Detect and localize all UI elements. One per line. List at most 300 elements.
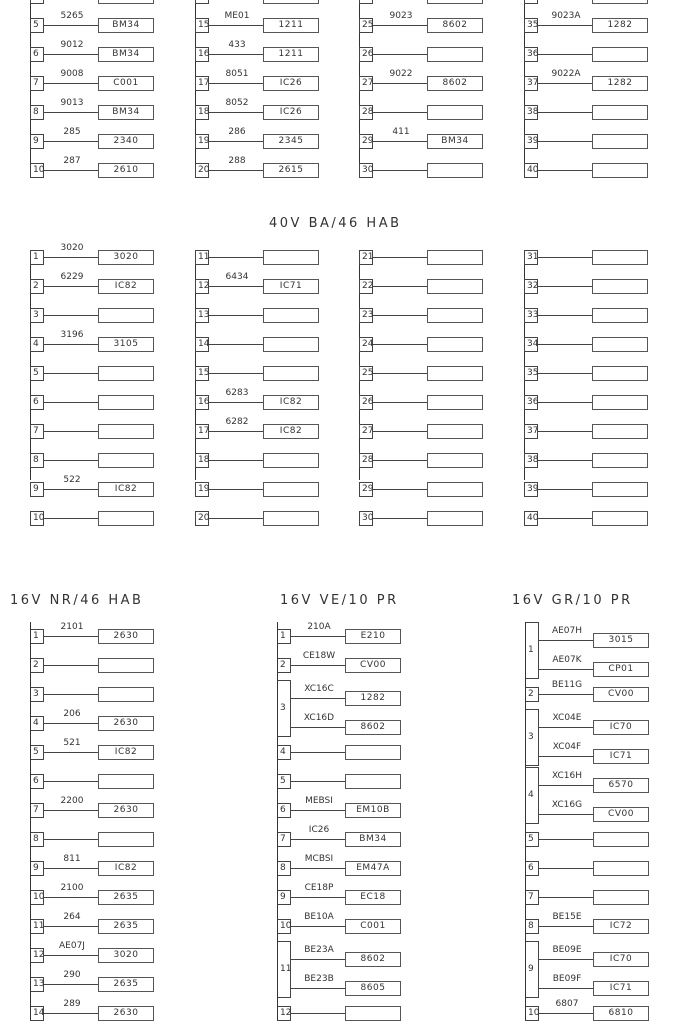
wire-line bbox=[373, 257, 427, 258]
pin-number: 8 bbox=[277, 861, 291, 876]
pin-number: 33 bbox=[524, 308, 538, 323]
wire-line bbox=[539, 988, 593, 989]
target-box[interactable]: C001 bbox=[345, 919, 401, 934]
pin-number: 4 bbox=[30, 337, 44, 352]
target-box[interactable]: 2630 bbox=[98, 716, 154, 731]
target-box[interactable] bbox=[98, 453, 154, 468]
pin-number: 2 bbox=[30, 658, 44, 673]
target-box[interactable] bbox=[427, 482, 483, 497]
target-box[interactable] bbox=[98, 687, 154, 702]
wire-label: XC16D bbox=[303, 713, 335, 723]
target-box[interactable]: 3105 bbox=[98, 337, 154, 352]
wire-label: IC26 bbox=[308, 825, 330, 835]
pin-number: 1 bbox=[30, 250, 44, 265]
wire-label: 3020 bbox=[60, 243, 84, 253]
target-box[interactable] bbox=[592, 395, 648, 410]
pin-number: 20 bbox=[195, 511, 209, 526]
pin-number: 5 bbox=[525, 832, 539, 847]
wire-label: 288 bbox=[228, 156, 246, 166]
wire-label: CE18W bbox=[302, 651, 336, 661]
wire-line bbox=[44, 897, 98, 898]
target-box[interactable] bbox=[427, 47, 483, 62]
wire-label: AE07J bbox=[59, 941, 85, 951]
wire-line bbox=[373, 431, 427, 432]
target-box[interactable] bbox=[592, 163, 648, 178]
pin-number: 39 bbox=[524, 482, 538, 497]
target-box[interactable]: 2340 bbox=[98, 134, 154, 149]
pin-number: 18 bbox=[195, 453, 209, 468]
pin-number bbox=[195, 0, 209, 4]
target-box[interactable] bbox=[427, 337, 483, 352]
section-title: 16V NR/46 HAB bbox=[10, 593, 144, 608]
pin-number: 14 bbox=[30, 1006, 44, 1021]
target-box[interactable] bbox=[263, 337, 319, 352]
wire-line bbox=[44, 170, 98, 171]
pin-number: 8 bbox=[30, 453, 44, 468]
pin-number: 16 bbox=[195, 47, 209, 62]
wire-line bbox=[44, 257, 98, 258]
wire-line bbox=[538, 344, 592, 345]
target-box[interactable] bbox=[592, 134, 648, 149]
pin-number: 31 bbox=[524, 250, 538, 265]
target-box[interactable]: BM34 bbox=[427, 134, 483, 149]
wire-line bbox=[373, 373, 427, 374]
wire-label: 522 bbox=[63, 475, 81, 485]
target-box[interactable] bbox=[592, 279, 648, 294]
wire-line bbox=[44, 286, 98, 287]
target-box[interactable]: 1211 bbox=[263, 47, 319, 62]
pin-number: 27 bbox=[359, 424, 373, 439]
target-box[interactable] bbox=[427, 163, 483, 178]
target-box[interactable] bbox=[427, 105, 483, 120]
target-box[interactable]: IC82 bbox=[98, 482, 154, 497]
pin-number: 3 bbox=[277, 680, 291, 737]
pin-number: 5 bbox=[30, 745, 44, 760]
wire-line bbox=[44, 694, 98, 695]
target-box[interactable] bbox=[263, 511, 319, 526]
terminal-rail bbox=[277, 622, 278, 1020]
pin-number: 25 bbox=[359, 366, 373, 381]
target-box[interactable]: 2635 bbox=[98, 890, 154, 905]
pin-number: 9 bbox=[30, 861, 44, 876]
target-box[interactable] bbox=[592, 308, 648, 323]
target-box[interactable]: EC18 bbox=[345, 890, 401, 905]
section-title: 16V GR/10 PR bbox=[512, 593, 633, 608]
wire-line bbox=[538, 315, 592, 316]
pin-number: 24 bbox=[359, 337, 373, 352]
pin-number: 17 bbox=[195, 424, 209, 439]
target-box[interactable] bbox=[345, 1006, 401, 1021]
wire-line bbox=[538, 489, 592, 490]
pin-number: 8 bbox=[30, 105, 44, 120]
pin-number: 27 bbox=[359, 76, 373, 91]
pin-number: 20 bbox=[195, 163, 209, 178]
terminal-rail bbox=[30, 622, 31, 1020]
target-box[interactable]: BM34 bbox=[98, 18, 154, 33]
pin-number: 15 bbox=[195, 18, 209, 33]
pin-number: 9 bbox=[525, 941, 539, 998]
wire-line bbox=[209, 83, 263, 84]
wire-line bbox=[373, 402, 427, 403]
section-title: 16V VE/10 PR bbox=[280, 593, 399, 608]
pin-number: 28 bbox=[359, 105, 373, 120]
target-box[interactable]: 2615 bbox=[263, 163, 319, 178]
target-box[interactable] bbox=[263, 250, 319, 265]
target-box[interactable]: 1282 bbox=[345, 691, 401, 706]
wire-line bbox=[209, 489, 263, 490]
wire-line bbox=[291, 810, 345, 811]
target-box[interactable] bbox=[592, 424, 648, 439]
pin-number: 10 bbox=[277, 919, 291, 934]
wire-line bbox=[44, 665, 98, 666]
target-box[interactable] bbox=[592, 337, 648, 352]
target-box[interactable]: CV00 bbox=[345, 658, 401, 673]
pin-number: 1 bbox=[277, 629, 291, 644]
pin-number: 6 bbox=[30, 774, 44, 789]
wire-label: 9013 bbox=[60, 98, 84, 108]
target-box[interactable]: 8602 bbox=[427, 76, 483, 91]
wire-line bbox=[44, 781, 98, 782]
target-box[interactable]: 8602 bbox=[427, 18, 483, 33]
target-box[interactable] bbox=[263, 453, 319, 468]
target-box[interactable] bbox=[427, 279, 483, 294]
target-box[interactable]: 2630 bbox=[98, 803, 154, 818]
pin-number: 13 bbox=[195, 308, 209, 323]
target-box[interactable] bbox=[98, 308, 154, 323]
wire-label: XC16G bbox=[551, 800, 583, 810]
wire-label: MEBSI bbox=[305, 796, 333, 806]
wire-line bbox=[539, 1013, 593, 1014]
wire-line bbox=[538, 112, 592, 113]
target-box[interactable]: 2635 bbox=[98, 977, 154, 992]
target-box[interactable] bbox=[427, 308, 483, 323]
target-box[interactable] bbox=[592, 366, 648, 381]
wire-label: AE07K bbox=[552, 655, 582, 665]
target-box[interactable]: 8602 bbox=[345, 720, 401, 735]
wire-line bbox=[209, 460, 263, 461]
target-box[interactable]: 8602 bbox=[345, 952, 401, 967]
target-box[interactable] bbox=[98, 395, 154, 410]
wire-label: 9008 bbox=[60, 69, 84, 79]
wire-label: 2101 bbox=[60, 622, 84, 632]
target-box[interactable]: IC82 bbox=[98, 279, 154, 294]
wire-label: 210A bbox=[307, 622, 331, 632]
target-box[interactable] bbox=[592, 105, 648, 120]
wire-line bbox=[538, 25, 592, 26]
target-box[interactable] bbox=[263, 482, 319, 497]
pin-number: 11 bbox=[195, 250, 209, 265]
wire-line bbox=[373, 315, 427, 316]
wire-line bbox=[539, 640, 593, 641]
wire-line bbox=[44, 955, 98, 956]
pin-number: 38 bbox=[524, 105, 538, 120]
wire-label: 9022A bbox=[551, 69, 581, 79]
wire-line bbox=[44, 636, 98, 637]
target-box[interactable] bbox=[98, 832, 154, 847]
wire-line bbox=[373, 460, 427, 461]
wire-line bbox=[373, 518, 427, 519]
pin-number: 8 bbox=[30, 832, 44, 847]
wire-line bbox=[291, 959, 345, 960]
wire-label: BE09E bbox=[552, 945, 582, 955]
pin-number: 1 bbox=[525, 622, 539, 679]
target-box[interactable] bbox=[427, 366, 483, 381]
pin-number: 10 bbox=[525, 1006, 539, 1021]
target-box[interactable] bbox=[263, 0, 319, 4]
pin-number: 39 bbox=[524, 134, 538, 149]
target-box[interactable]: 8605 bbox=[345, 981, 401, 996]
wire-line bbox=[539, 926, 593, 927]
wire-line bbox=[44, 1013, 98, 1014]
wire-line bbox=[44, 54, 98, 55]
wire-line bbox=[539, 694, 593, 695]
target-box[interactable]: EM10B bbox=[345, 803, 401, 818]
pin-number: 17 bbox=[195, 76, 209, 91]
pin-number: 6 bbox=[30, 395, 44, 410]
target-box[interactable] bbox=[593, 861, 649, 876]
target-box[interactable]: IC82 bbox=[98, 745, 154, 760]
wire-line bbox=[291, 781, 345, 782]
wire-label: 3196 bbox=[60, 330, 84, 340]
wire-line bbox=[291, 636, 345, 637]
pin-number: 6 bbox=[30, 47, 44, 62]
pin-number: 9 bbox=[30, 134, 44, 149]
wire-label: CE18P bbox=[304, 883, 334, 893]
pin-number: 35 bbox=[524, 366, 538, 381]
pin-number: 2 bbox=[30, 279, 44, 294]
wire-line bbox=[373, 489, 427, 490]
target-box[interactable] bbox=[427, 250, 483, 265]
target-box[interactable]: IC82 bbox=[263, 424, 319, 439]
wire-label: 2200 bbox=[60, 796, 84, 806]
target-box[interactable]: 2635 bbox=[98, 919, 154, 934]
wire-label: BE23A bbox=[304, 945, 334, 955]
wire-line bbox=[538, 402, 592, 403]
wire-line bbox=[44, 402, 98, 403]
target-box[interactable] bbox=[98, 424, 154, 439]
target-box[interactable]: C001 bbox=[98, 76, 154, 91]
target-box[interactable]: 6810 bbox=[593, 1006, 649, 1021]
wire-line bbox=[538, 460, 592, 461]
pin-number: 11 bbox=[277, 941, 291, 998]
target-box[interactable] bbox=[593, 890, 649, 905]
target-box[interactable] bbox=[592, 482, 648, 497]
target-box[interactable] bbox=[427, 511, 483, 526]
wire-line bbox=[209, 170, 263, 171]
target-box[interactable]: BM34 bbox=[98, 47, 154, 62]
wire-line bbox=[44, 373, 98, 374]
wire-label: 290 bbox=[63, 970, 81, 980]
target-box[interactable] bbox=[98, 0, 154, 4]
pin-number: 7 bbox=[525, 890, 539, 905]
wire-line bbox=[44, 926, 98, 927]
wire-label: 9022 bbox=[389, 69, 413, 79]
wire-line bbox=[373, 141, 427, 142]
wire-line bbox=[373, 25, 427, 26]
wire-label: ME01 bbox=[224, 11, 250, 21]
pin-number: 40 bbox=[524, 511, 538, 526]
target-box[interactable]: 1282 bbox=[592, 76, 648, 91]
pin-number: 7 bbox=[30, 803, 44, 818]
target-box[interactable]: 6570 bbox=[593, 778, 649, 793]
wire-line bbox=[291, 988, 345, 989]
target-box[interactable] bbox=[592, 453, 648, 468]
target-box[interactable] bbox=[98, 658, 154, 673]
wire-label: 8052 bbox=[225, 98, 249, 108]
target-box[interactable] bbox=[427, 424, 483, 439]
wire-line bbox=[538, 54, 592, 55]
wire-label: 206 bbox=[63, 709, 81, 719]
wire-label: XC04F bbox=[552, 742, 582, 752]
pin-number: 9 bbox=[30, 482, 44, 497]
wire-line bbox=[209, 25, 263, 26]
wire-line bbox=[209, 315, 263, 316]
target-box[interactable] bbox=[263, 366, 319, 381]
wire-line bbox=[291, 698, 345, 699]
wire-line bbox=[373, 83, 427, 84]
pin-number: 8 bbox=[525, 919, 539, 934]
target-box[interactable] bbox=[592, 0, 648, 4]
wire-line bbox=[44, 489, 98, 490]
pin-number: 3 bbox=[30, 308, 44, 323]
target-box[interactable]: IC26 bbox=[263, 105, 319, 120]
wire-label: 287 bbox=[63, 156, 81, 166]
pin-number: 26 bbox=[359, 47, 373, 62]
pin-number: 22 bbox=[359, 279, 373, 294]
section-title: 40V BA/46 HAB bbox=[269, 216, 402, 231]
target-box[interactable]: CP01 bbox=[593, 662, 649, 677]
wire-line bbox=[44, 141, 98, 142]
target-box[interactable] bbox=[345, 774, 401, 789]
target-box[interactable]: IC71 bbox=[263, 279, 319, 294]
pin-number: 7 bbox=[30, 76, 44, 91]
pin-number: 12 bbox=[195, 279, 209, 294]
target-box[interactable] bbox=[98, 774, 154, 789]
wire-line bbox=[538, 170, 592, 171]
wire-line bbox=[209, 373, 263, 374]
target-box[interactable] bbox=[263, 308, 319, 323]
wire-label: XC16C bbox=[304, 684, 334, 694]
target-box[interactable] bbox=[427, 0, 483, 4]
pin-number bbox=[524, 0, 538, 4]
pin-number: 30 bbox=[359, 163, 373, 178]
wire-line bbox=[291, 1013, 345, 1014]
target-box[interactable]: IC71 bbox=[593, 749, 649, 764]
target-box[interactable]: IC26 bbox=[263, 76, 319, 91]
wire-line bbox=[291, 752, 345, 753]
wire-label: 6282 bbox=[225, 417, 249, 427]
wire-label: 9012 bbox=[60, 40, 84, 50]
wire-line bbox=[538, 518, 592, 519]
wire-line bbox=[539, 959, 593, 960]
wire-label: 289 bbox=[63, 999, 81, 1009]
wire-label: 9023 bbox=[389, 11, 413, 21]
pin-number: 6 bbox=[525, 861, 539, 876]
target-box[interactable] bbox=[593, 832, 649, 847]
target-box[interactable]: IC82 bbox=[98, 861, 154, 876]
wire-label: 264 bbox=[63, 912, 81, 922]
pin-number: 40 bbox=[524, 163, 538, 178]
pin-number: 3 bbox=[525, 709, 539, 766]
target-box[interactable]: BM34 bbox=[98, 105, 154, 120]
wire-label: 433 bbox=[228, 40, 246, 50]
pin-number: 29 bbox=[359, 134, 373, 149]
wire-label: BE10A bbox=[304, 912, 334, 922]
target-box[interactable]: 1282 bbox=[592, 18, 648, 33]
wire-line bbox=[538, 257, 592, 258]
target-box[interactable]: E210 bbox=[345, 629, 401, 644]
wire-line bbox=[291, 868, 345, 869]
target-box[interactable]: 3020 bbox=[98, 250, 154, 265]
wire-label: 285 bbox=[63, 127, 81, 137]
wire-label: 9023A bbox=[551, 11, 581, 21]
pin-number: 4 bbox=[30, 716, 44, 731]
target-box[interactable] bbox=[98, 511, 154, 526]
wire-label: 8051 bbox=[225, 69, 249, 79]
pin-number: 16 bbox=[195, 395, 209, 410]
wire-line bbox=[44, 752, 98, 753]
target-box[interactable]: BM34 bbox=[345, 832, 401, 847]
target-box[interactable]: CV00 bbox=[593, 687, 649, 702]
pin-number: 10 bbox=[30, 890, 44, 905]
target-box[interactable]: CV00 bbox=[593, 807, 649, 822]
wire-line bbox=[538, 373, 592, 374]
target-box[interactable]: 1211 bbox=[263, 18, 319, 33]
pin-number: 4 bbox=[277, 745, 291, 760]
wire-line bbox=[209, 54, 263, 55]
wire-label: BE23B bbox=[304, 974, 334, 984]
wire-line bbox=[209, 518, 263, 519]
target-box[interactable] bbox=[427, 395, 483, 410]
target-box[interactable] bbox=[427, 453, 483, 468]
wire-line bbox=[44, 723, 98, 724]
pin-number: 13 bbox=[30, 977, 44, 992]
pin-number: 12 bbox=[30, 948, 44, 963]
pin-number: 6 bbox=[277, 803, 291, 818]
wire-line bbox=[44, 315, 98, 316]
pin-number: 19 bbox=[195, 134, 209, 149]
wire-line bbox=[44, 344, 98, 345]
wire-line bbox=[209, 112, 263, 113]
wire-line bbox=[373, 170, 427, 171]
target-box[interactable] bbox=[592, 511, 648, 526]
target-box[interactable]: IC70 bbox=[593, 720, 649, 735]
target-box[interactable]: IC70 bbox=[593, 952, 649, 967]
wire-line bbox=[291, 727, 345, 728]
wire-line bbox=[209, 141, 263, 142]
pin-number bbox=[30, 0, 44, 4]
target-box[interactable]: 2610 bbox=[98, 163, 154, 178]
wire-line bbox=[44, 518, 98, 519]
target-box[interactable]: 3020 bbox=[98, 948, 154, 963]
target-box[interactable]: 3015 bbox=[593, 633, 649, 648]
target-box[interactable]: IC72 bbox=[593, 919, 649, 934]
target-box[interactable]: 2630 bbox=[98, 629, 154, 644]
target-box[interactable]: 2345 bbox=[263, 134, 319, 149]
target-box[interactable] bbox=[98, 366, 154, 381]
target-box[interactable]: IC82 bbox=[263, 395, 319, 410]
target-box[interactable] bbox=[592, 250, 648, 265]
pin-number: 3 bbox=[30, 687, 44, 702]
pin-number: 7 bbox=[277, 832, 291, 847]
target-box[interactable] bbox=[345, 745, 401, 760]
target-box[interactable]: IC71 bbox=[593, 981, 649, 996]
pin-number: 10 bbox=[30, 511, 44, 526]
target-box[interactable]: 2630 bbox=[98, 1006, 154, 1021]
target-box[interactable]: EM47A bbox=[345, 861, 401, 876]
target-box[interactable] bbox=[592, 47, 648, 62]
pin-number: 2 bbox=[525, 687, 539, 702]
